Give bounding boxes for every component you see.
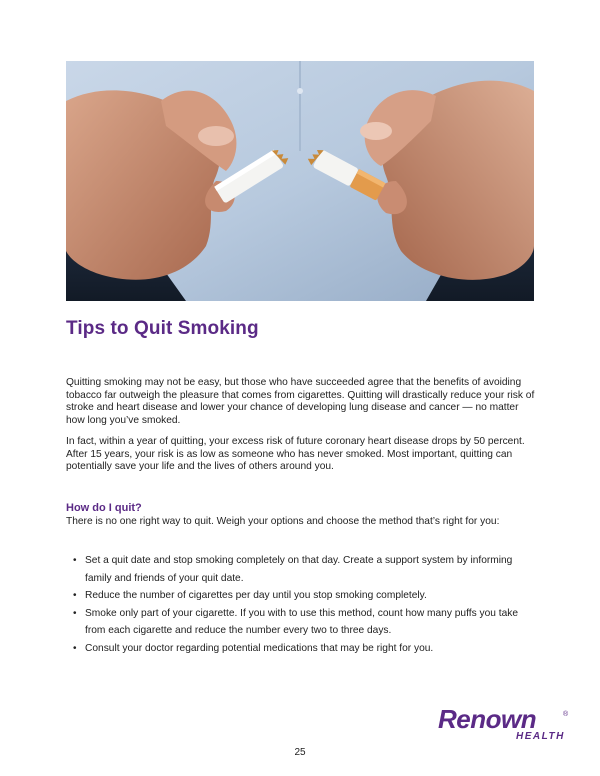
bullet-icon: • (73, 555, 77, 566)
list-item: • Reduce the number of cigarettes per day until you stop smoking completely. (70, 587, 530, 605)
section-text: There is no one right way to quit. Weigh your options and choose the method that’s right for you: (66, 516, 500, 527)
bullet-icon: • (73, 590, 77, 601)
intro-paragraph-2: In fact, within a year of quitting, your excess risk of future coronary heart disease drops by 50 percent. After 15 years, your risk is as low as someone who has never smoked. Most important, quitting can potentially save your life and the lives of others around you. (66, 436, 525, 473)
tips-list (70, 552, 530, 657)
logo-wordmark: Renown (438, 704, 537, 734)
broken-cigarette-photo (66, 61, 534, 301)
list-item: • Smoke only part of your cigarette. If you with to use this method, count how many puffs you take from each cigarette and reduce the number every two to three days. (70, 605, 530, 640)
renown-health-logo (438, 704, 573, 744)
logo-subtitle: HEALTH (516, 731, 565, 742)
list-item: • Consult your doctor regarding potential medications that may be right for you. (70, 640, 530, 658)
registered-mark: ® (563, 711, 569, 718)
page-number: 25 (294, 747, 306, 758)
intro-paragraph-1: Quitting smoking may not be easy, but those who have succeeded agree that the benefits of avoiding tobacco far outweigh the pleasure that comes from cigarettes. Quitting will drastically reduce your risk of stroke and heart disease and lower your chance of developing lung disease and cancer — no matter how long you’ve smoked. (66, 377, 535, 426)
bullet-icon: • (73, 642, 77, 654)
page-title: Tips to Quit Smoking (66, 318, 259, 339)
section-heading: How do I quit? (66, 502, 142, 514)
hero-image (66, 61, 534, 301)
bullet-icon: • (73, 607, 77, 619)
list-item: • Set a quit date and stop smoking completely on that day. Create a support system by informing family and friends of your quit date. (70, 552, 530, 587)
